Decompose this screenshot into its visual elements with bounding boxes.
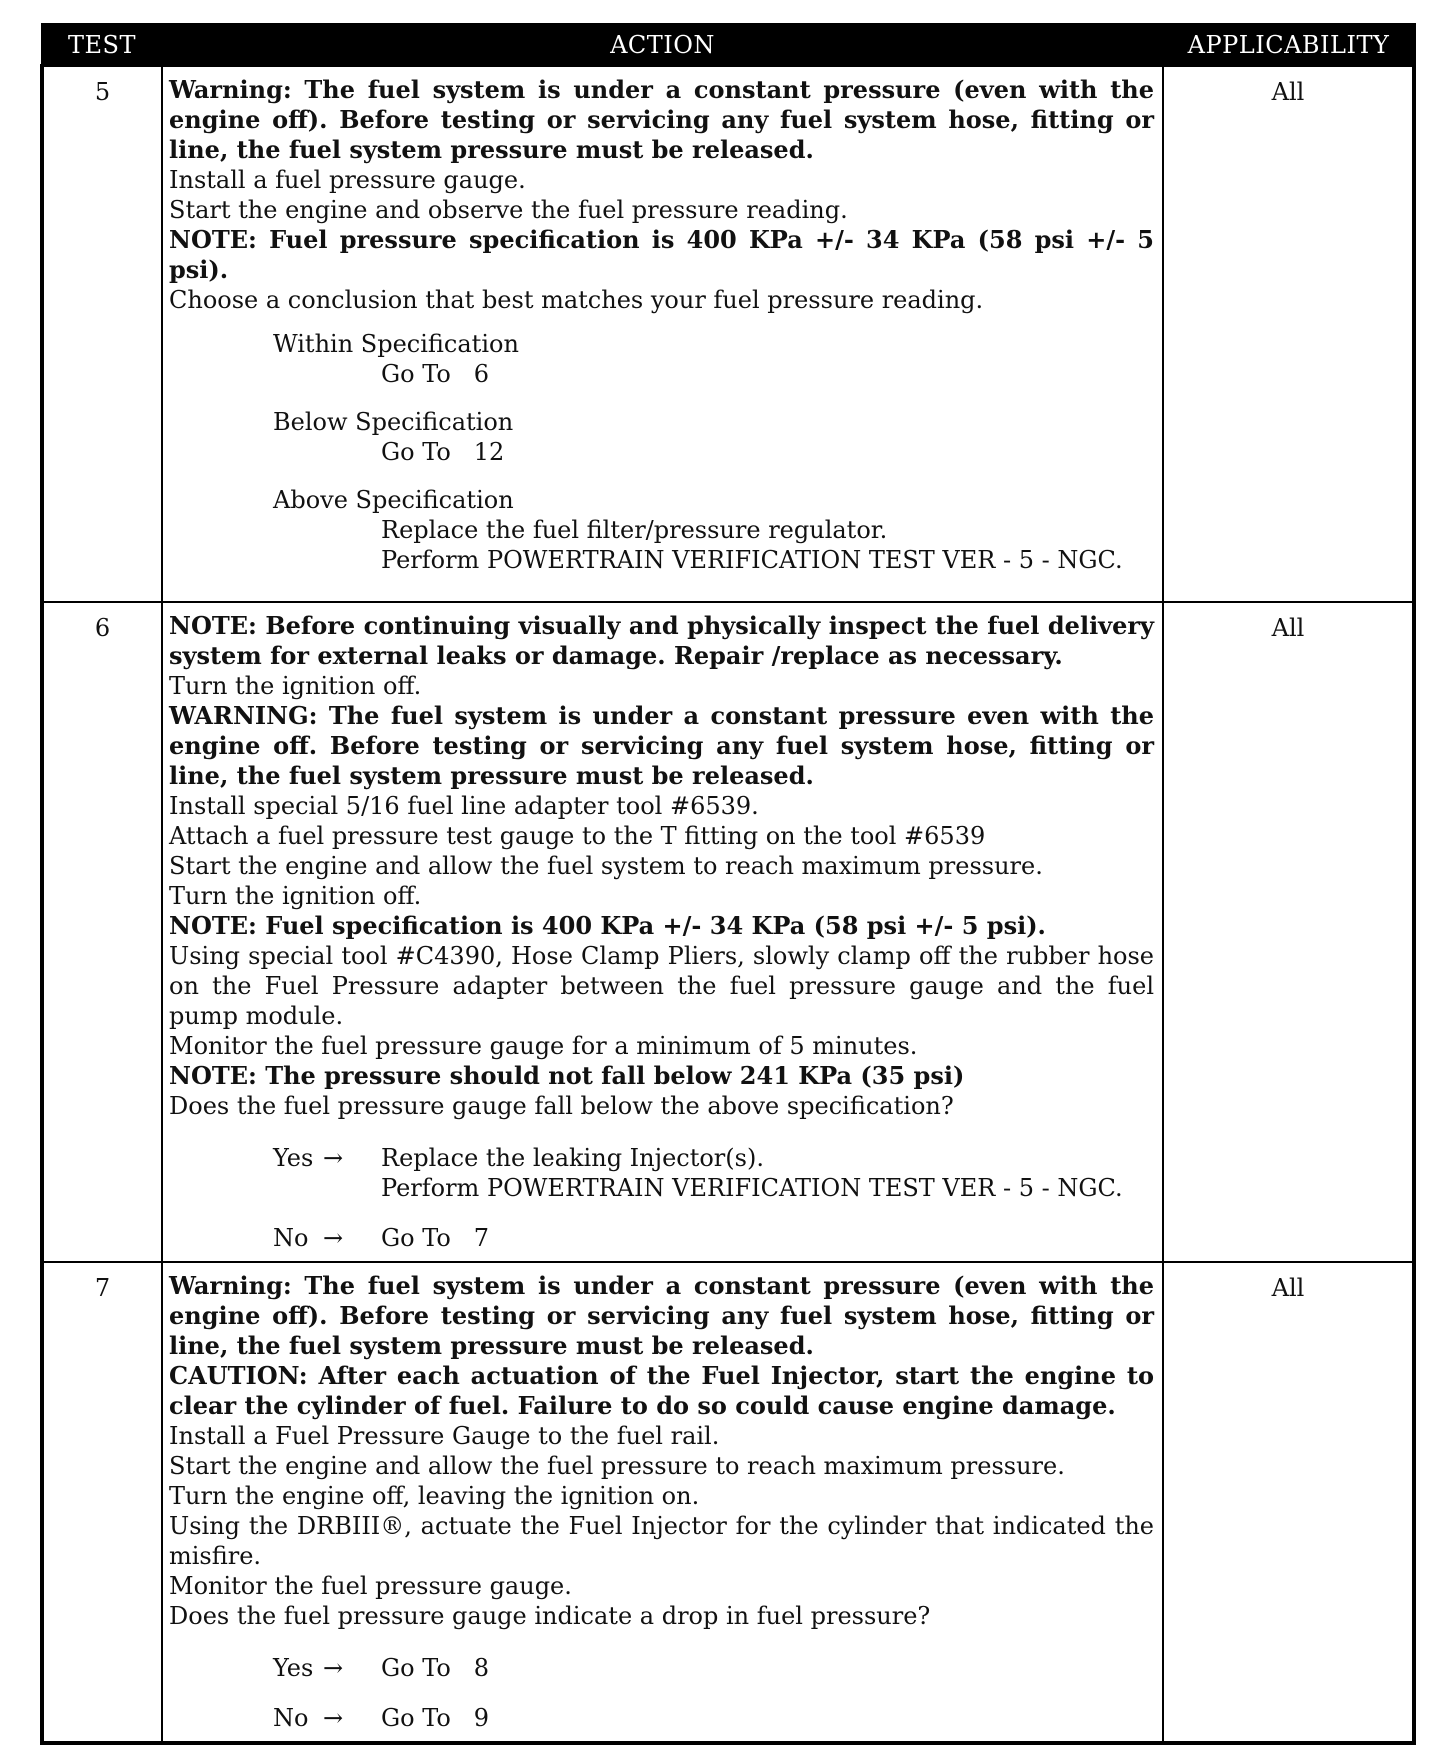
note-warning-text: NOTE: Fuel pressure specification is 400 KPa +/- 34 KPa (58 psi +/- 5 psi).: [169, 225, 1154, 284]
conclusion-label: Above Specification: [273, 486, 514, 514]
instruction-line: Start the engine and allow the fuel system to reach maximum pressure.: [169, 852, 1043, 880]
arrow-icon: →: [323, 1704, 344, 1732]
answer-result: [381, 1653, 489, 1683]
instruction-line: Monitor the fuel pressure gauge.: [169, 1572, 572, 1600]
instruction-line: Using special tool #C4390, Hose Clamp Pliers, slowly clamp off the rubber hose on the Fuel Pressure adapter between the fuel pressure gauge and the fuel pump module.: [169, 942, 1154, 1030]
instruction-line: Attach a fuel pressure test gauge to the T fitting on the tool #6539: [169, 822, 986, 850]
answer-result-line: Go To 8: [381, 1654, 489, 1682]
action-cell: [162, 602, 1163, 1262]
conclusion-item: [273, 485, 1154, 575]
applicability-cell: All: [1163, 1262, 1414, 1743]
instruction-line: Turn the engine off, leaving the ignition on.: [169, 1482, 700, 1510]
answer-result: [381, 1703, 489, 1733]
conclusion-result: Go To 6: [381, 360, 489, 388]
instruction-line: Start the engine and observe the fuel pressure reading.: [169, 196, 848, 224]
answer-item: [273, 1653, 1154, 1683]
conclusion-item: [273, 407, 1154, 467]
arrow-icon: →: [323, 1144, 344, 1172]
note-warning-text: WARNING: The fuel system is under a constant pressure even with the engine off. Before testing or servicing any fuel system hose, fitting or line, the fuel system pressure must be released.: [169, 701, 1154, 790]
table-body: [42, 66, 1414, 1744]
conclusion-result: Go To 12: [381, 438, 505, 466]
answer-label: Yes: [273, 1144, 314, 1172]
note-warning-text: Warning: The fuel system is under a constant pressure (even with the engine off). Before testing or servicing any fuel system hose, fitting or line, the fuel system pressure must be released.: [169, 1271, 1154, 1360]
answer-result-line: Go To 9: [381, 1704, 489, 1732]
table-row: [42, 1262, 1414, 1743]
instruction-line: Using the DRBIII®, actuate the Fuel Injector for the cylinder that indicated the misfire.: [169, 1512, 1154, 1570]
instruction-line: Install a Fuel Pressure Gauge to the fuel rail.: [169, 1422, 720, 1450]
conclusion-label: Within Specification: [273, 330, 519, 358]
instruction-line: Does the fuel pressure gauge fall below the above specification?: [169, 1092, 954, 1120]
arrow-icon: →: [323, 1224, 344, 1252]
table-row: [42, 66, 1414, 603]
instruction-line: Install a fuel pressure gauge.: [169, 166, 526, 194]
action-cell: [162, 1262, 1163, 1743]
arrow-icon: →: [323, 1654, 344, 1682]
answer-result: [381, 1223, 489, 1253]
instruction-line: Start the engine and allow the fuel pressure to reach maximum pressure.: [169, 1452, 1065, 1480]
answer-label: Yes: [273, 1654, 314, 1682]
answer-result-line: Replace the leaking Injector(s).: [381, 1144, 764, 1172]
test-number: 7: [42, 1262, 162, 1743]
conclusion-result: Replace the fuel filter/pressure regulator.: [381, 516, 888, 544]
answer-item: [273, 1143, 1154, 1203]
answer-item: [273, 1703, 1154, 1733]
action-cell: [162, 66, 1163, 603]
note-warning-text: NOTE: Before continuing visually and physically inspect the fuel delivery system for external leaks or damage. Repair /replace as necessary.: [169, 611, 1154, 670]
instruction-line: Choose a conclusion that best matches your fuel pressure reading.: [169, 286, 984, 314]
instruction-line: Turn the ignition off.: [169, 882, 422, 910]
table-header: [42, 25, 1414, 66]
diagnostic-test-table-page: [40, 23, 1412, 1745]
answer-result-line: Go To 7: [381, 1224, 489, 1252]
instruction-line: Does the fuel pressure gauge indicate a drop in fuel pressure?: [169, 1602, 931, 1630]
instruction-line: Monitor the fuel pressure gauge for a minimum of 5 minutes.: [169, 1032, 918, 1060]
note-warning-text: CAUTION: After each actuation of the Fuel Injector, start the engine to clear the cylinder of fuel. Failure to do so could cause engine damage.: [169, 1361, 1154, 1420]
answer-label: No: [273, 1224, 309, 1252]
test-number: 5: [42, 66, 162, 603]
answer-item: [273, 1223, 1154, 1253]
header-applicability: APPLICABILITY: [1163, 25, 1414, 66]
header-action: ACTION: [162, 25, 1163, 66]
header-test: TEST: [42, 25, 162, 66]
note-warning-text: NOTE: Fuel specification is 400 KPa +/- 34 KPa (58 psi +/- 5 psi).: [169, 911, 1046, 940]
note-warning-text: NOTE: The pressure should not fall below 241 KPa (35 psi): [169, 1061, 965, 1090]
applicability-cell: All: [1163, 602, 1414, 1262]
instruction-line: Install special 5/16 fuel line adapter tool #6539.: [169, 792, 759, 820]
diagnostic-test-table: [40, 23, 1416, 1745]
note-warning-text: Warning: The fuel system is under a constant pressure (even with the engine off). Before testing or servicing any fuel system hose, fitting or line, the fuel system pressure must be released.: [169, 75, 1154, 164]
conclusion-item: [273, 329, 1154, 389]
answer-result: [381, 1143, 1123, 1203]
conclusion-label: Below Specification: [273, 408, 514, 436]
instruction-line: Turn the ignition off.: [169, 672, 422, 700]
test-number: 6: [42, 602, 162, 1262]
conclusion-result: Perform POWERTRAIN VERIFICATION TEST VER - 5 - NGC.: [381, 546, 1123, 574]
applicability-cell: All: [1163, 66, 1414, 603]
conclusion-list: [169, 329, 1154, 575]
answer-result-line: Perform POWERTRAIN VERIFICATION TEST VER - 5 - NGC.: [381, 1174, 1123, 1202]
table-row: [42, 602, 1414, 1262]
answer-label: No: [273, 1704, 309, 1732]
